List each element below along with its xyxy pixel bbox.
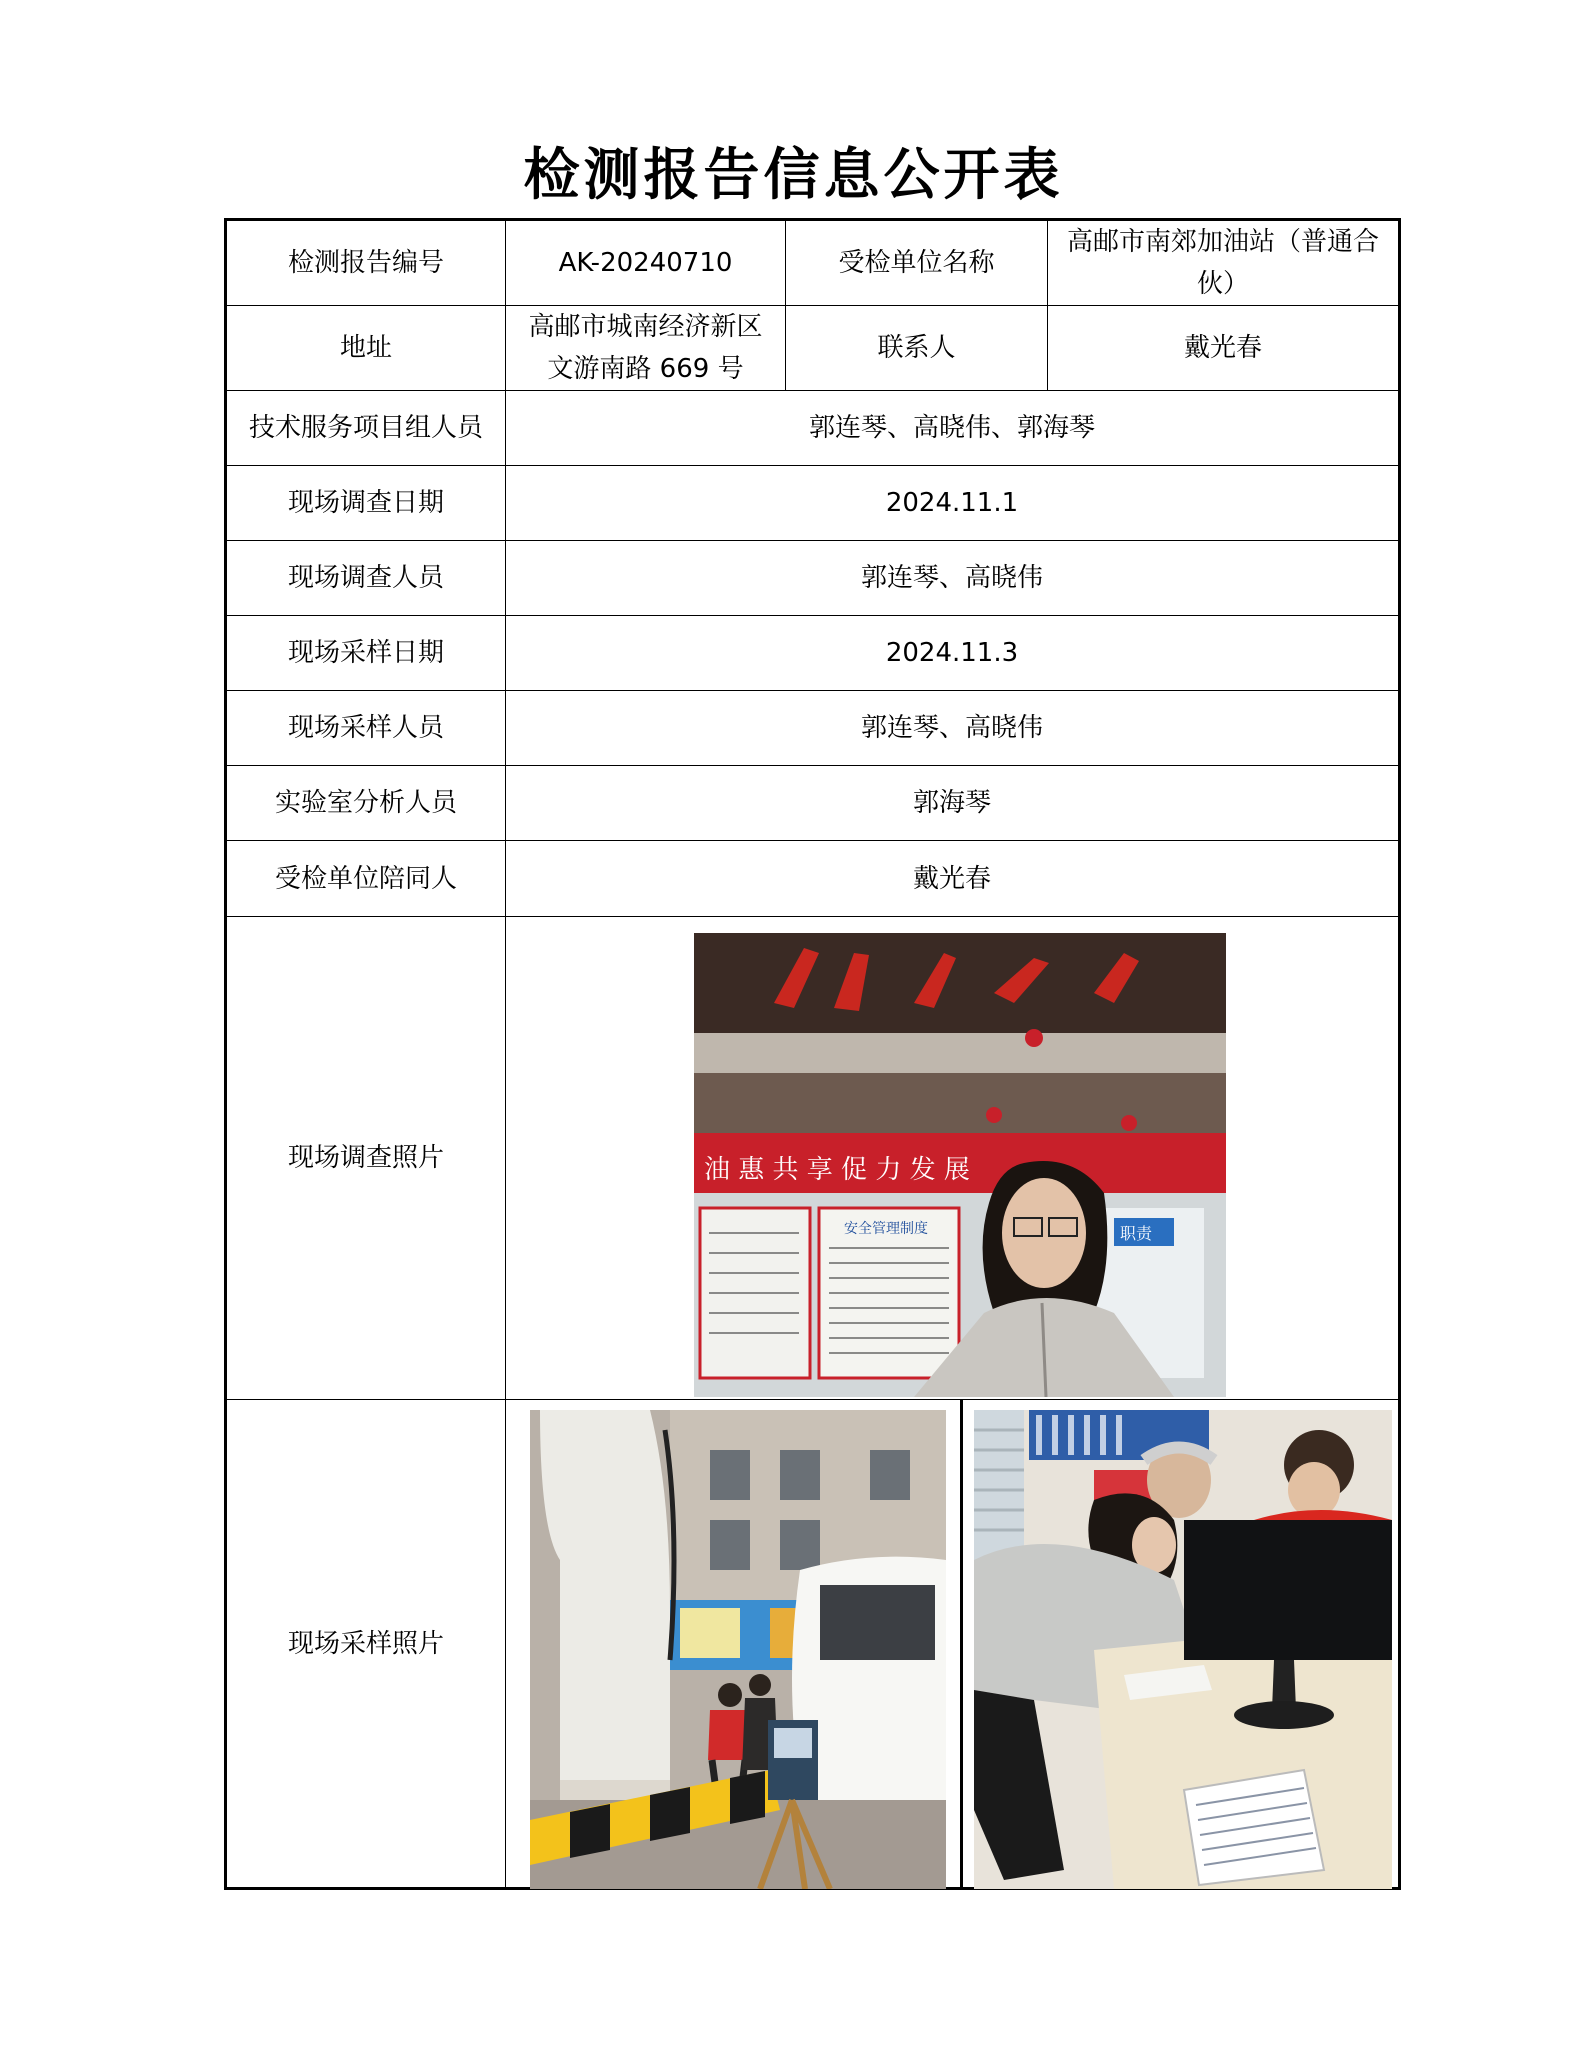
contact-value: 戴光春 [1048, 306, 1400, 391]
sampling-date-label: 现场采样日期 [226, 616, 506, 691]
page-title: 检测报告信息公开表 [523, 143, 1064, 208]
address-value: 高邮市城南经济新区文游南路 669 号 [506, 306, 786, 391]
sampling-photo-pump [530, 1410, 946, 1889]
sampling-staff-value: 郭连琴、高晓伟 [506, 691, 1400, 766]
survey-photo-cell [506, 917, 1400, 1400]
survey-staff-value: 郭连琴、高晓伟 [506, 541, 1400, 616]
photo-divider [960, 1400, 963, 1887]
table-row [226, 616, 1400, 691]
sampling-photo-office [974, 1410, 1392, 1889]
sampling-staff-label: 现场采样人员 [226, 691, 506, 766]
survey-staff-label: 现场调查人员 [226, 541, 506, 616]
board-sign-text: 安全管理制度 [844, 1221, 928, 1237]
address-label: 地址 [226, 306, 506, 391]
team-label: 技术服务项目组人员 [226, 391, 506, 466]
survey-date-value: 2024.11.1 [506, 466, 1400, 541]
escort-label: 受检单位陪同人 [226, 841, 506, 917]
survey-date-label: 现场调查日期 [226, 466, 506, 541]
table-row [226, 466, 1400, 541]
table-row [226, 917, 1400, 1400]
lab-staff-value: 郭海琴 [506, 766, 1400, 841]
contact-label: 联系人 [786, 306, 1048, 391]
team-value: 郭连琴、高晓伟、郭海琴 [506, 391, 1400, 466]
table-row [226, 306, 1400, 391]
survey-photo [694, 933, 1226, 1397]
escort-value: 戴光春 [506, 841, 1400, 917]
board-duty-text: 职责 [1120, 1224, 1153, 1243]
report-no-label: 检测报告编号 [226, 220, 506, 306]
sampling-date-value: 2024.11.3 [506, 616, 1400, 691]
sampling-photo-label: 现场采样照片 [226, 1400, 506, 1889]
lab-staff-label: 实验室分析人员 [226, 766, 506, 841]
unit-name-value: 高邮市南郊加油站（普通合伙） [1048, 220, 1400, 306]
table-row [226, 541, 1400, 616]
banner-text: 油 惠 共 享 促 力 发 展 [704, 1155, 970, 1185]
table-row [226, 220, 1400, 306]
table-row [226, 841, 1400, 917]
table-row [226, 391, 1400, 466]
survey-photo-label: 现场调查照片 [226, 917, 506, 1400]
report-table [224, 218, 1401, 1890]
report-no-value: AK-20240710 [506, 220, 786, 306]
unit-name-label: 受检单位名称 [786, 220, 1048, 306]
table-row [226, 766, 1400, 841]
table-row [226, 1400, 1400, 1889]
sampling-photo-cell [506, 1400, 1400, 1889]
table-row [226, 691, 1400, 766]
